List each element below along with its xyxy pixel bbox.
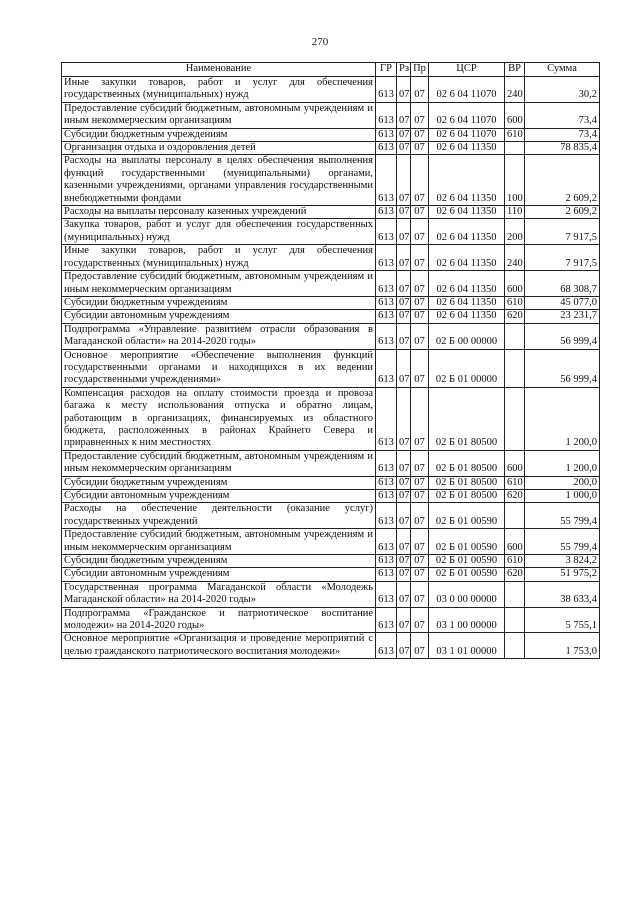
cell-pr: 07 [411,142,429,155]
cell-rz: 07 [397,102,411,128]
cell-name: Иные закупки товаров, работ и услуг для обеспечения государственных (муниципальных) нужд [62,245,376,271]
cell-name: Субсидии бюджетным учреждениям [62,476,376,489]
table-row [62,77,600,103]
cell-name: Субсидии автономным учреждениям [62,568,376,581]
cell-csr: 02 Б 01 80500 [429,387,505,450]
cell-csr: 02 6 04 11070 [429,128,505,141]
cell-rz: 07 [397,476,411,489]
table-header [62,63,600,77]
cell-pr: 07 [411,206,429,219]
cell-name: Закупка товаров, работ и услуг для обеспечения государственных (муниципальных) нужд [62,219,376,245]
cell-vr: 240 [505,245,525,271]
cell-name: Расходы на обеспечение деятельности (оказание услуг) государственных учреждений [62,503,376,529]
cell-gr: 613 [376,581,397,607]
cell-vr: 610 [505,476,525,489]
table-row [62,581,600,607]
cell-sum: 200,0 [525,476,600,489]
cell-name: Расходы на выплаты персоналу казенных учреждений [62,206,376,219]
cell-sum: 3 824,2 [525,555,600,568]
cell-sum: 30,2 [525,77,600,103]
cell-vr: 600 [505,271,525,297]
table-row [62,633,600,659]
cell-gr: 613 [376,77,397,103]
cell-vr [505,323,525,349]
header-rz: Рз [397,63,411,77]
table-row [62,503,600,529]
cell-pr: 07 [411,310,429,323]
cell-vr: 620 [505,490,525,503]
budget-table [61,62,600,659]
cell-gr: 613 [376,271,397,297]
cell-rz: 07 [397,503,411,529]
cell-vr: 620 [505,568,525,581]
cell-csr: 03 0 00 00000 [429,581,505,607]
cell-gr: 613 [376,387,397,450]
cell-rz: 07 [397,155,411,206]
table-row [62,155,600,206]
cell-vr: 610 [505,128,525,141]
cell-csr: 02 Б 01 00590 [429,555,505,568]
cell-gr: 613 [376,206,397,219]
cell-pr: 07 [411,349,429,387]
cell-name: Государственная программа Магаданской области «Молодежь Магаданской области» на 2014-2020 годы» [62,581,376,607]
cell-gr: 613 [376,633,397,659]
cell-vr: 100 [505,155,525,206]
cell-sum: 1 753,0 [525,633,600,659]
cell-csr: 03 1 01 00000 [429,633,505,659]
cell-pr: 07 [411,296,429,309]
cell-vr [505,581,525,607]
cell-sum: 55 799,4 [525,503,600,529]
cell-gr: 613 [376,245,397,271]
cell-pr: 07 [411,607,429,633]
cell-csr: 03 1 00 00000 [429,607,505,633]
cell-rz: 07 [397,581,411,607]
cell-rz: 07 [397,568,411,581]
cell-rz: 07 [397,296,411,309]
cell-rz: 07 [397,490,411,503]
cell-pr: 07 [411,155,429,206]
cell-vr: 110 [505,206,525,219]
header-pr: Пр [411,63,429,77]
cell-gr: 613 [376,503,397,529]
cell-name: Субсидии бюджетным учреждениям [62,296,376,309]
table-row [62,142,600,155]
table-row [62,219,600,245]
cell-pr: 07 [411,529,429,555]
header-gr: ГР [376,63,397,77]
table-row [62,310,600,323]
cell-pr: 07 [411,323,429,349]
cell-name: Компенсация расходов на оплату стоимости проезда и провоза багажа к месту использования отпуска и обратно лицам, работающим в организациях, финансируемых из областного бюджета, расположенных в районах Крайнего Севера и приравненных к ним местностях [62,387,376,450]
cell-gr: 613 [376,155,397,206]
cell-gr: 613 [376,128,397,141]
header-name: Наименование [62,63,376,77]
table-row [62,490,600,503]
table-body [62,77,600,659]
cell-rz: 07 [397,219,411,245]
table-row [62,529,600,555]
cell-pr: 07 [411,387,429,450]
cell-vr: 600 [505,450,525,476]
cell-gr: 613 [376,555,397,568]
table-row [62,476,600,489]
cell-gr: 613 [376,349,397,387]
cell-gr: 613 [376,529,397,555]
cell-gr: 613 [376,450,397,476]
cell-csr: 02 6 04 11350 [429,245,505,271]
cell-csr: 02 Б 00 00000 [429,323,505,349]
cell-gr: 613 [376,219,397,245]
cell-sum: 2 609,2 [525,155,600,206]
cell-csr: 02 Б 01 00000 [429,349,505,387]
cell-rz: 07 [397,633,411,659]
cell-vr [505,387,525,450]
cell-rz: 07 [397,142,411,155]
cell-sum: 1 200,0 [525,450,600,476]
cell-csr: 02 Б 01 80500 [429,490,505,503]
cell-rz: 07 [397,529,411,555]
cell-vr: 600 [505,529,525,555]
cell-rz: 07 [397,245,411,271]
cell-gr: 613 [376,310,397,323]
cell-vr: 610 [505,296,525,309]
cell-pr: 07 [411,271,429,297]
cell-sum: 73,4 [525,128,600,141]
cell-vr [505,607,525,633]
cell-sum: 1 000,0 [525,490,600,503]
cell-csr: 02 Б 01 00590 [429,503,505,529]
cell-gr: 613 [376,142,397,155]
cell-gr: 613 [376,607,397,633]
cell-pr: 07 [411,219,429,245]
cell-name: Предоставление субсидий бюджетным, автономным учреждениям и иным некоммерческим организациям [62,529,376,555]
cell-pr: 07 [411,568,429,581]
cell-csr: 02 6 04 11350 [429,142,505,155]
cell-rz: 07 [397,323,411,349]
cell-sum: 7 917,5 [525,245,600,271]
cell-csr: 02 Б 01 80500 [429,450,505,476]
cell-rz: 07 [397,450,411,476]
cell-sum: 78 835,4 [525,142,600,155]
cell-name: Подпрограмма «Управление развитием отрасли образования в Магаданской области» на 2014-2020 годы» [62,323,376,349]
table-row [62,102,600,128]
cell-pr: 07 [411,245,429,271]
cell-csr: 02 6 04 11350 [429,296,505,309]
cell-name: Основное мероприятие «Обеспечение выполнения функций государственными органами и находящихся в их ведении государственными учреждениями» [62,349,376,387]
table-row [62,128,600,141]
cell-gr: 613 [376,490,397,503]
cell-csr: 02 6 04 11350 [429,219,505,245]
cell-csr: 02 Б 01 00590 [429,568,505,581]
cell-sum: 56 999,4 [525,349,600,387]
cell-pr: 07 [411,490,429,503]
cell-name: Предоставление субсидий бюджетным, автономным учреждениям и иным некоммерческим организациям [62,102,376,128]
cell-vr [505,503,525,529]
cell-rz: 07 [397,349,411,387]
cell-pr: 07 [411,102,429,128]
cell-pr: 07 [411,77,429,103]
cell-sum: 2 609,2 [525,206,600,219]
table-row [62,323,600,349]
table-row [62,245,600,271]
cell-rz: 07 [397,555,411,568]
cell-pr: 07 [411,581,429,607]
cell-name: Расходы на выплаты персоналу в целях обеспечения выполнения функций государственными (муниципальными) органами, казенными учреждениями, органами управления государственными внебюджетными фондами [62,155,376,206]
cell-name: Подпрограмма «Гражданское и патриотическое воспитание молодежи» на 2014-2020 годы» [62,607,376,633]
cell-pr: 07 [411,450,429,476]
cell-csr: 02 Б 01 00590 [429,529,505,555]
cell-sum: 7 917,5 [525,219,600,245]
table-row [62,206,600,219]
cell-name: Предоставление субсидий бюджетным, автономным учреждениям и иным некоммерческим организациям [62,271,376,297]
cell-name: Иные закупки товаров, работ и услуг для обеспечения государственных (муниципальных) нужд [62,77,376,103]
table-row [62,387,600,450]
cell-pr: 07 [411,633,429,659]
cell-sum: 55 799,4 [525,529,600,555]
cell-pr: 07 [411,476,429,489]
cell-csr: 02 6 04 11350 [429,155,505,206]
header-sum: Сумма [525,63,600,77]
cell-vr [505,349,525,387]
cell-sum: 45 077,0 [525,296,600,309]
cell-rz: 07 [397,271,411,297]
cell-csr: 02 6 04 11070 [429,102,505,128]
cell-name: Субсидии бюджетным учреждениям [62,128,376,141]
cell-csr: 02 6 04 11350 [429,271,505,297]
page-number: 270 [311,36,329,48]
cell-rz: 07 [397,387,411,450]
cell-name: Субсидии бюджетным учреждениям [62,555,376,568]
cell-gr: 613 [376,323,397,349]
cell-sum: 51 975,2 [525,568,600,581]
cell-gr: 613 [376,296,397,309]
cell-rz: 07 [397,206,411,219]
cell-rz: 07 [397,77,411,103]
cell-rz: 07 [397,128,411,141]
table-row [62,450,600,476]
header-row [62,63,600,77]
cell-pr: 07 [411,128,429,141]
cell-rz: 07 [397,607,411,633]
cell-gr: 613 [376,568,397,581]
cell-vr: 240 [505,77,525,103]
cell-name: Субсидии автономным учреждениям [62,310,376,323]
table-row [62,555,600,568]
cell-gr: 613 [376,102,397,128]
table-row [62,607,600,633]
cell-vr: 620 [505,310,525,323]
cell-sum: 38 633,4 [525,581,600,607]
cell-sum: 68 308,7 [525,271,600,297]
cell-name: Субсидии автономным учреждениям [62,490,376,503]
table-row [62,349,600,387]
cell-sum: 5 755,1 [525,607,600,633]
table-row [62,568,600,581]
cell-vr [505,633,525,659]
cell-rz: 07 [397,310,411,323]
cell-pr: 07 [411,555,429,568]
cell-sum: 56 999,4 [525,323,600,349]
header-csr: ЦСР [429,63,505,77]
cell-csr: 02 6 04 11350 [429,310,505,323]
table-row [62,296,600,309]
cell-sum: 23 231,7 [525,310,600,323]
cell-name: Предоставление субсидий бюджетным, автономным учреждениям и иным некоммерческим организациям [62,450,376,476]
header-vr: ВР [505,63,525,77]
cell-gr: 613 [376,476,397,489]
cell-name: Основное мероприятие «Организация и проведение мероприятий с целью гражданского патриотического воспитания молодежи» [62,633,376,659]
table-row [62,271,600,297]
cell-csr: 02 6 04 11070 [429,77,505,103]
cell-pr: 07 [411,503,429,529]
cell-vr: 600 [505,102,525,128]
cell-vr [505,142,525,155]
cell-name: Организация отдыха и оздоровления детей [62,142,376,155]
cell-csr: 02 6 04 11350 [429,206,505,219]
cell-csr: 02 Б 01 80500 [429,476,505,489]
cell-sum: 1 200,0 [525,387,600,450]
cell-sum: 73,4 [525,102,600,128]
cell-vr: 200 [505,219,525,245]
cell-vr: 610 [505,555,525,568]
